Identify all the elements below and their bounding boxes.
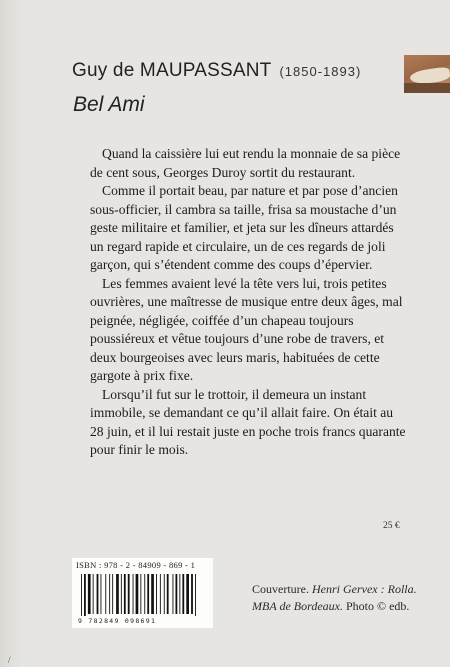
spine-shadow xyxy=(0,0,22,667)
excerpt-paragraph: Les femmes avaient levé la tête vers lui, trois petites ouvrières, une maîtresse de musique entre deux âges, mal peignée, négligée, coiffée d’un chapeau toujours poussiéreux et vêtue toujours d’une robe de travers, et deux bourgeoises avec leurs maris, habituées de cette gargote à prix fixe. xyxy=(90,275,403,383)
cover-credit xyxy=(252,581,417,615)
credit-line-2 xyxy=(252,598,417,615)
book-title: Bel Ami xyxy=(73,93,145,116)
credit-line-1 xyxy=(252,581,417,598)
price-label: 25 € xyxy=(383,521,400,531)
excerpt-paragraph: Quand la caissière lui eut rendu la monnaie de sa pièce de cent sous, Georges Duroy sortit du restaurant. xyxy=(90,146,401,180)
barcode-icon xyxy=(79,574,207,616)
excerpt-text xyxy=(90,145,410,460)
author-line xyxy=(72,60,361,82)
isbn-label: ISBN : 978 - 2 - 84909 - 869 - 1 xyxy=(76,560,196,570)
corner-mark: / xyxy=(8,655,11,665)
credit-museum: MBA de Bordeaux. xyxy=(252,599,343,613)
excerpt-paragraph: Comme il portait beau, par nature et par pose d’ancien sous-officier, il cambra sa taille, frisa sa moustache d’un geste militaire et familier, et jeta sur les dîneurs attardés un regard rapide et circulaire, un de ces regards de joli garçon, qui s’étendent comme des coups d’épervier. xyxy=(90,183,398,272)
credit-owner: edb. xyxy=(389,599,410,613)
credit-painter: Henri Gervex : Rolla. xyxy=(311,582,417,596)
excerpt-paragraph: Lorsqu’il fut sur le trottoir, il demeura un instant immobile, se demandant ce qu’il allait faire. On était au 28 juin, et il lui restait juste en poche trois francs quarante pour finir le mois. xyxy=(90,386,406,457)
credit-prefix: Couverture. xyxy=(252,582,309,596)
credit-photo: Photo © xyxy=(345,599,387,613)
barcode-digits: 9 782849 098691 xyxy=(78,617,157,625)
author-name: Guy de MAUPASSANT xyxy=(72,60,272,81)
author-dates: (1850-1893) xyxy=(279,64,362,79)
cover-painting-thumbnail xyxy=(404,55,450,93)
